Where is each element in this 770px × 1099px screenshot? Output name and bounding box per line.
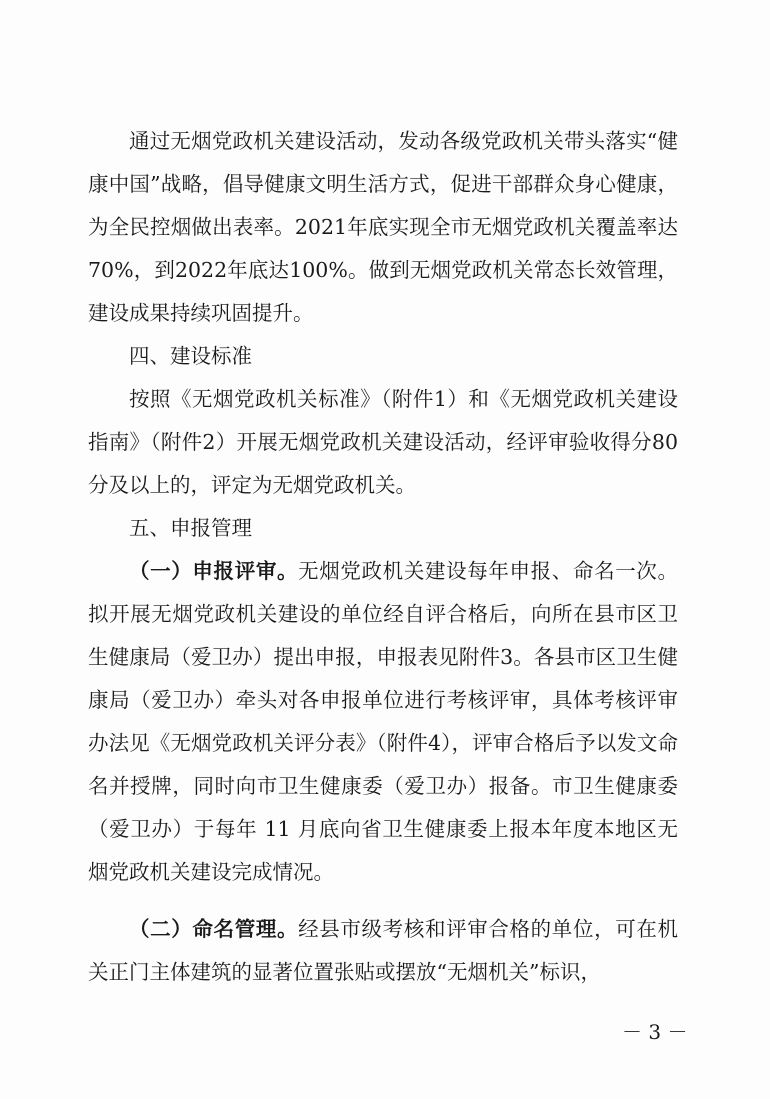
subheading-application-review: （一）申报评审。 bbox=[129, 559, 299, 583]
paragraph-application-review-text: 无烟党政机关建设每年申报、命名一次。拟开展无烟党政机关建设的单位经自评合格后，向所在县市区卫生健康局（爱卫办）提出申报，申报表见附件3。各县市区卫生健康局（爱卫办）牵头对各申报单位进行考核评审，具体考核评审办法见《无烟党政机关评分表》（附件4），评审合格后予以发文命名并授牌，同时向市卫生健康委（爱卫办）报备。市卫生健康委（爱卫办）于每年 11 月底向省卫生健康委上报本年度本地区无烟党政机关建设完成情况。 bbox=[88, 559, 679, 884]
paragraph-naming-management bbox=[88, 908, 678, 994]
paragraph-naming-management-text: 经县市级考核和评审合格的单位，可在机关正门主体建筑的显著位置张贴或摆放“无烟机关”标识， bbox=[88, 917, 679, 984]
paragraph-standards: 按照《无烟党政机关标准》（附件1）和《无烟党政机关建设指南》（附件2）开展无烟党政机关建设活动，经评审验收得分80分及以上的，评定为无烟党政机关。 bbox=[88, 387, 678, 497]
paragraph-application-review bbox=[88, 550, 678, 894]
paragraph-goal: 通过无烟党政机关建设活动，发动各级党政机关带头落实“健康中国”战略，倡导健康文明生活方式，促进干部群众身心健康，为全民控烟做出表率。2021年底实现全市无烟党政机关覆盖率达70%，到2022年底达100%。做到无烟党政机关常态长效管理，建设成果持续巩固提升。 bbox=[88, 129, 678, 325]
page-number: － 3 － bbox=[622, 1020, 688, 1044]
section-heading-application: 五、申报管理 bbox=[129, 516, 252, 540]
subheading-naming-management: （二）命名管理。 bbox=[129, 917, 299, 941]
section-heading-standards: 四、建设标准 bbox=[129, 344, 252, 368]
